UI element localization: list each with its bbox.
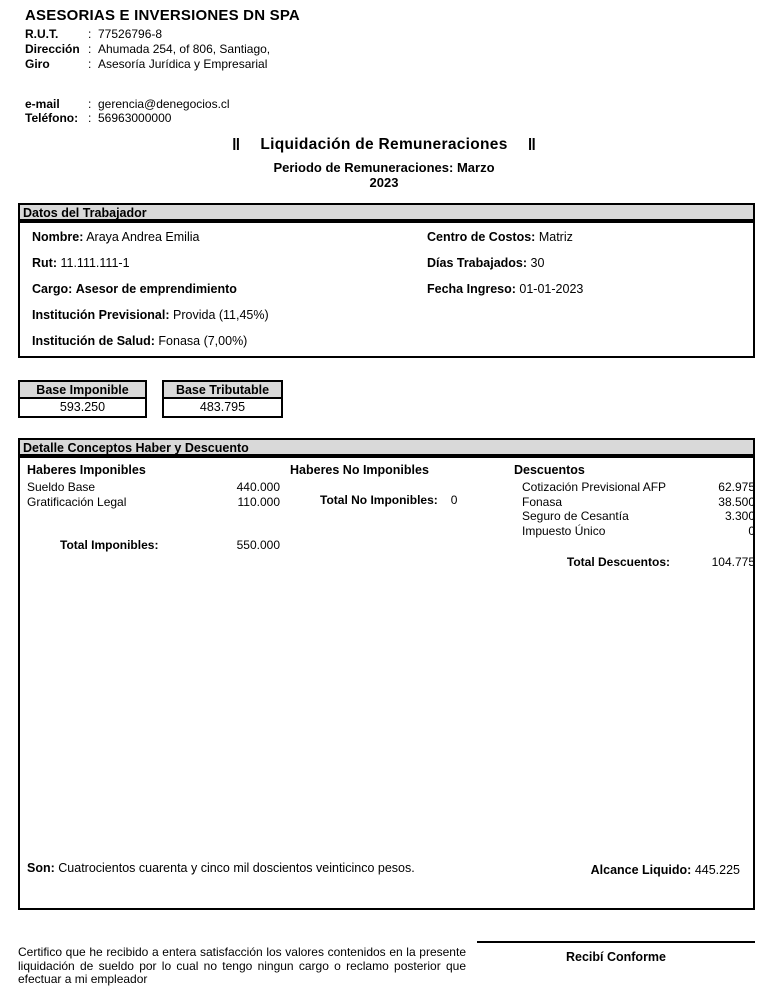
worker-field-value: 30	[530, 256, 545, 270]
item-name: Sueldo Base	[27, 480, 96, 494]
worker-field-value: Matriz	[538, 230, 573, 244]
worker-data-box	[18, 221, 755, 358]
item-amount: 62.975	[718, 480, 755, 494]
haberes-no-imponibles-column	[290, 464, 475, 507]
amount-in-words	[27, 861, 459, 876]
descuentos-title: Descuentos	[514, 463, 585, 477]
period-line-2: 2023	[369, 175, 399, 190]
net-pay-label: Alcance Liquido:	[590, 863, 692, 877]
worker-left-column	[32, 231, 269, 348]
net-pay-value: 445.225	[694, 863, 740, 877]
field-label: Teléfono:	[25, 111, 79, 125]
base-tributable-value: 483.795	[199, 400, 246, 414]
period-line-1: Periodo de Remuneraciones: Marzo	[273, 160, 495, 175]
detail-box	[18, 456, 755, 910]
detail-item-row	[27, 480, 280, 495]
worker-field-value: Provida (11,45%)	[173, 308, 269, 322]
worker-field-value: 11.111.111-1	[60, 256, 130, 270]
total-label: Total Descuentos:	[566, 555, 670, 569]
worker-rut-row	[32, 257, 269, 270]
item-amount: 38.500	[718, 494, 755, 509]
item-name: Impuesto Único	[522, 523, 606, 538]
field-label: R.U.T.	[25, 27, 59, 41]
total-label: Total No Imponibles:	[320, 493, 438, 507]
item-amount: 0	[748, 523, 755, 538]
amount-in-words-label: Son:	[27, 861, 55, 875]
worker-cargo-row	[32, 283, 269, 296]
company-rut-row	[25, 27, 270, 42]
worker-salud-row	[32, 335, 269, 348]
company-address-row	[25, 42, 270, 57]
item-name: Gratificación Legal	[27, 494, 127, 509]
haberes-imponibles-items	[27, 480, 280, 509]
field-label: Dirección	[25, 42, 80, 56]
worker-field-value: Araya Andrea Emilia	[86, 230, 200, 244]
document-title-row	[0, 135, 768, 155]
worker-field-label: Institución de Salud:	[32, 334, 155, 348]
field-separator: :	[88, 97, 92, 111]
detail-item-row	[514, 509, 755, 524]
haberes-imponibles-title: Haberes Imponibles	[27, 463, 146, 477]
base-imponible-label: Base Imponible	[20, 382, 145, 399]
title-right-bar: ‖	[527, 135, 537, 154]
field-separator: :	[88, 27, 92, 41]
worker-afp-row	[32, 309, 269, 322]
worker-field-label: Días Trabajados:	[427, 256, 528, 270]
total-descuentos-row	[514, 555, 755, 569]
field-value: 56963000000	[98, 111, 172, 125]
detail-item-row	[514, 495, 755, 510]
worker-field-label: Centro de Costos:	[427, 230, 536, 244]
item-name: Cotización Previsional AFP	[522, 480, 667, 494]
worker-field-label: Institución Previsional:	[32, 308, 170, 322]
item-amount: 3.300	[724, 509, 755, 523]
period-block	[0, 160, 768, 190]
worker-field-value: Fonasa (7,00%)	[158, 334, 248, 348]
total-amount: 550.000	[236, 538, 280, 552]
worker-days-row	[427, 257, 583, 270]
company-email-row	[25, 97, 230, 111]
item-amount: 440.000	[236, 480, 280, 494]
certification-paragraph: Certifico que he recibido a entera satisfacción los valores contenidos en la presente liquidación de sueldo por lo cual no tengo ningun cargo o reclamo posterior que efectuar a mi empleador	[18, 945, 466, 986]
total-amount: 0	[450, 493, 458, 507]
field-value: 77526796-8	[98, 27, 163, 41]
document-title: Liquidación de Remuneraciones	[260, 136, 508, 153]
field-label: e-mail	[25, 97, 60, 111]
base-tributable-box	[162, 380, 283, 418]
worker-costcenter-row	[427, 231, 583, 244]
detail-item-row	[27, 495, 280, 510]
item-amount: 110.000	[237, 494, 280, 509]
total-no-imponibles-row	[290, 493, 475, 507]
total-imponibles-row	[27, 538, 280, 552]
detail-item-row	[514, 524, 755, 539]
detail-item-row	[514, 480, 755, 495]
title-left-bar: ‖	[231, 135, 241, 154]
signature-line	[477, 941, 755, 943]
amount-in-words-text: Cuatrocientos cuarenta y cinco mil doscientos veinticinco pesos.	[58, 861, 415, 875]
field-label: Giro	[25, 57, 50, 71]
detail-section-header: Detalle Conceptos Haber y Descuento	[18, 438, 755, 456]
worker-field-label: Nombre:	[32, 230, 84, 244]
worker-field-value: 01-01-2023	[519, 282, 584, 296]
haberes-imponibles-column	[27, 464, 280, 552]
descuentos-items	[514, 480, 755, 538]
worker-field-label: Rut:	[32, 256, 57, 270]
total-label: Total Imponibles:	[60, 538, 159, 552]
worker-field-label: Cargo:	[32, 282, 73, 296]
company-phone-row	[25, 111, 230, 125]
field-separator: :	[88, 42, 92, 56]
worker-hiredate-row	[427, 283, 583, 296]
descuentos-column	[514, 464, 755, 569]
base-imponible-value: 593.250	[59, 400, 106, 414]
worker-right-column	[427, 231, 583, 296]
net-pay	[591, 863, 740, 877]
worker-field-label: Fecha Ingreso:	[427, 282, 516, 296]
field-value: gerencia@denegocios.cl	[98, 97, 230, 111]
company-fields	[25, 27, 270, 72]
total-amount: 104.775	[711, 555, 755, 569]
signature-label: Recibí Conforme	[565, 950, 666, 964]
base-tributable-label: Base Tributable	[164, 382, 281, 399]
company-name: ASESORIAS E INVERSIONES DN SPA	[25, 7, 300, 24]
worker-field-value: Asesor de emprendimiento	[75, 282, 237, 296]
field-separator: :	[88, 57, 92, 71]
worker-name-row	[32, 231, 269, 244]
item-name: Seguro de Cesantía	[522, 509, 629, 523]
company-contact-fields	[25, 97, 230, 125]
item-name: Fonasa	[522, 494, 563, 509]
worker-section-header: Datos del Trabajador	[18, 203, 755, 221]
field-separator: :	[88, 111, 92, 125]
haberes-no-imponibles-title: Haberes No Imponibles	[290, 463, 429, 477]
base-imponible-box	[18, 380, 147, 418]
field-value: Asesoría Jurídica y Empresarial	[98, 57, 268, 71]
field-value: Ahumada 254, of 806, Santiago,	[98, 42, 271, 56]
company-giro-row	[25, 57, 270, 72]
